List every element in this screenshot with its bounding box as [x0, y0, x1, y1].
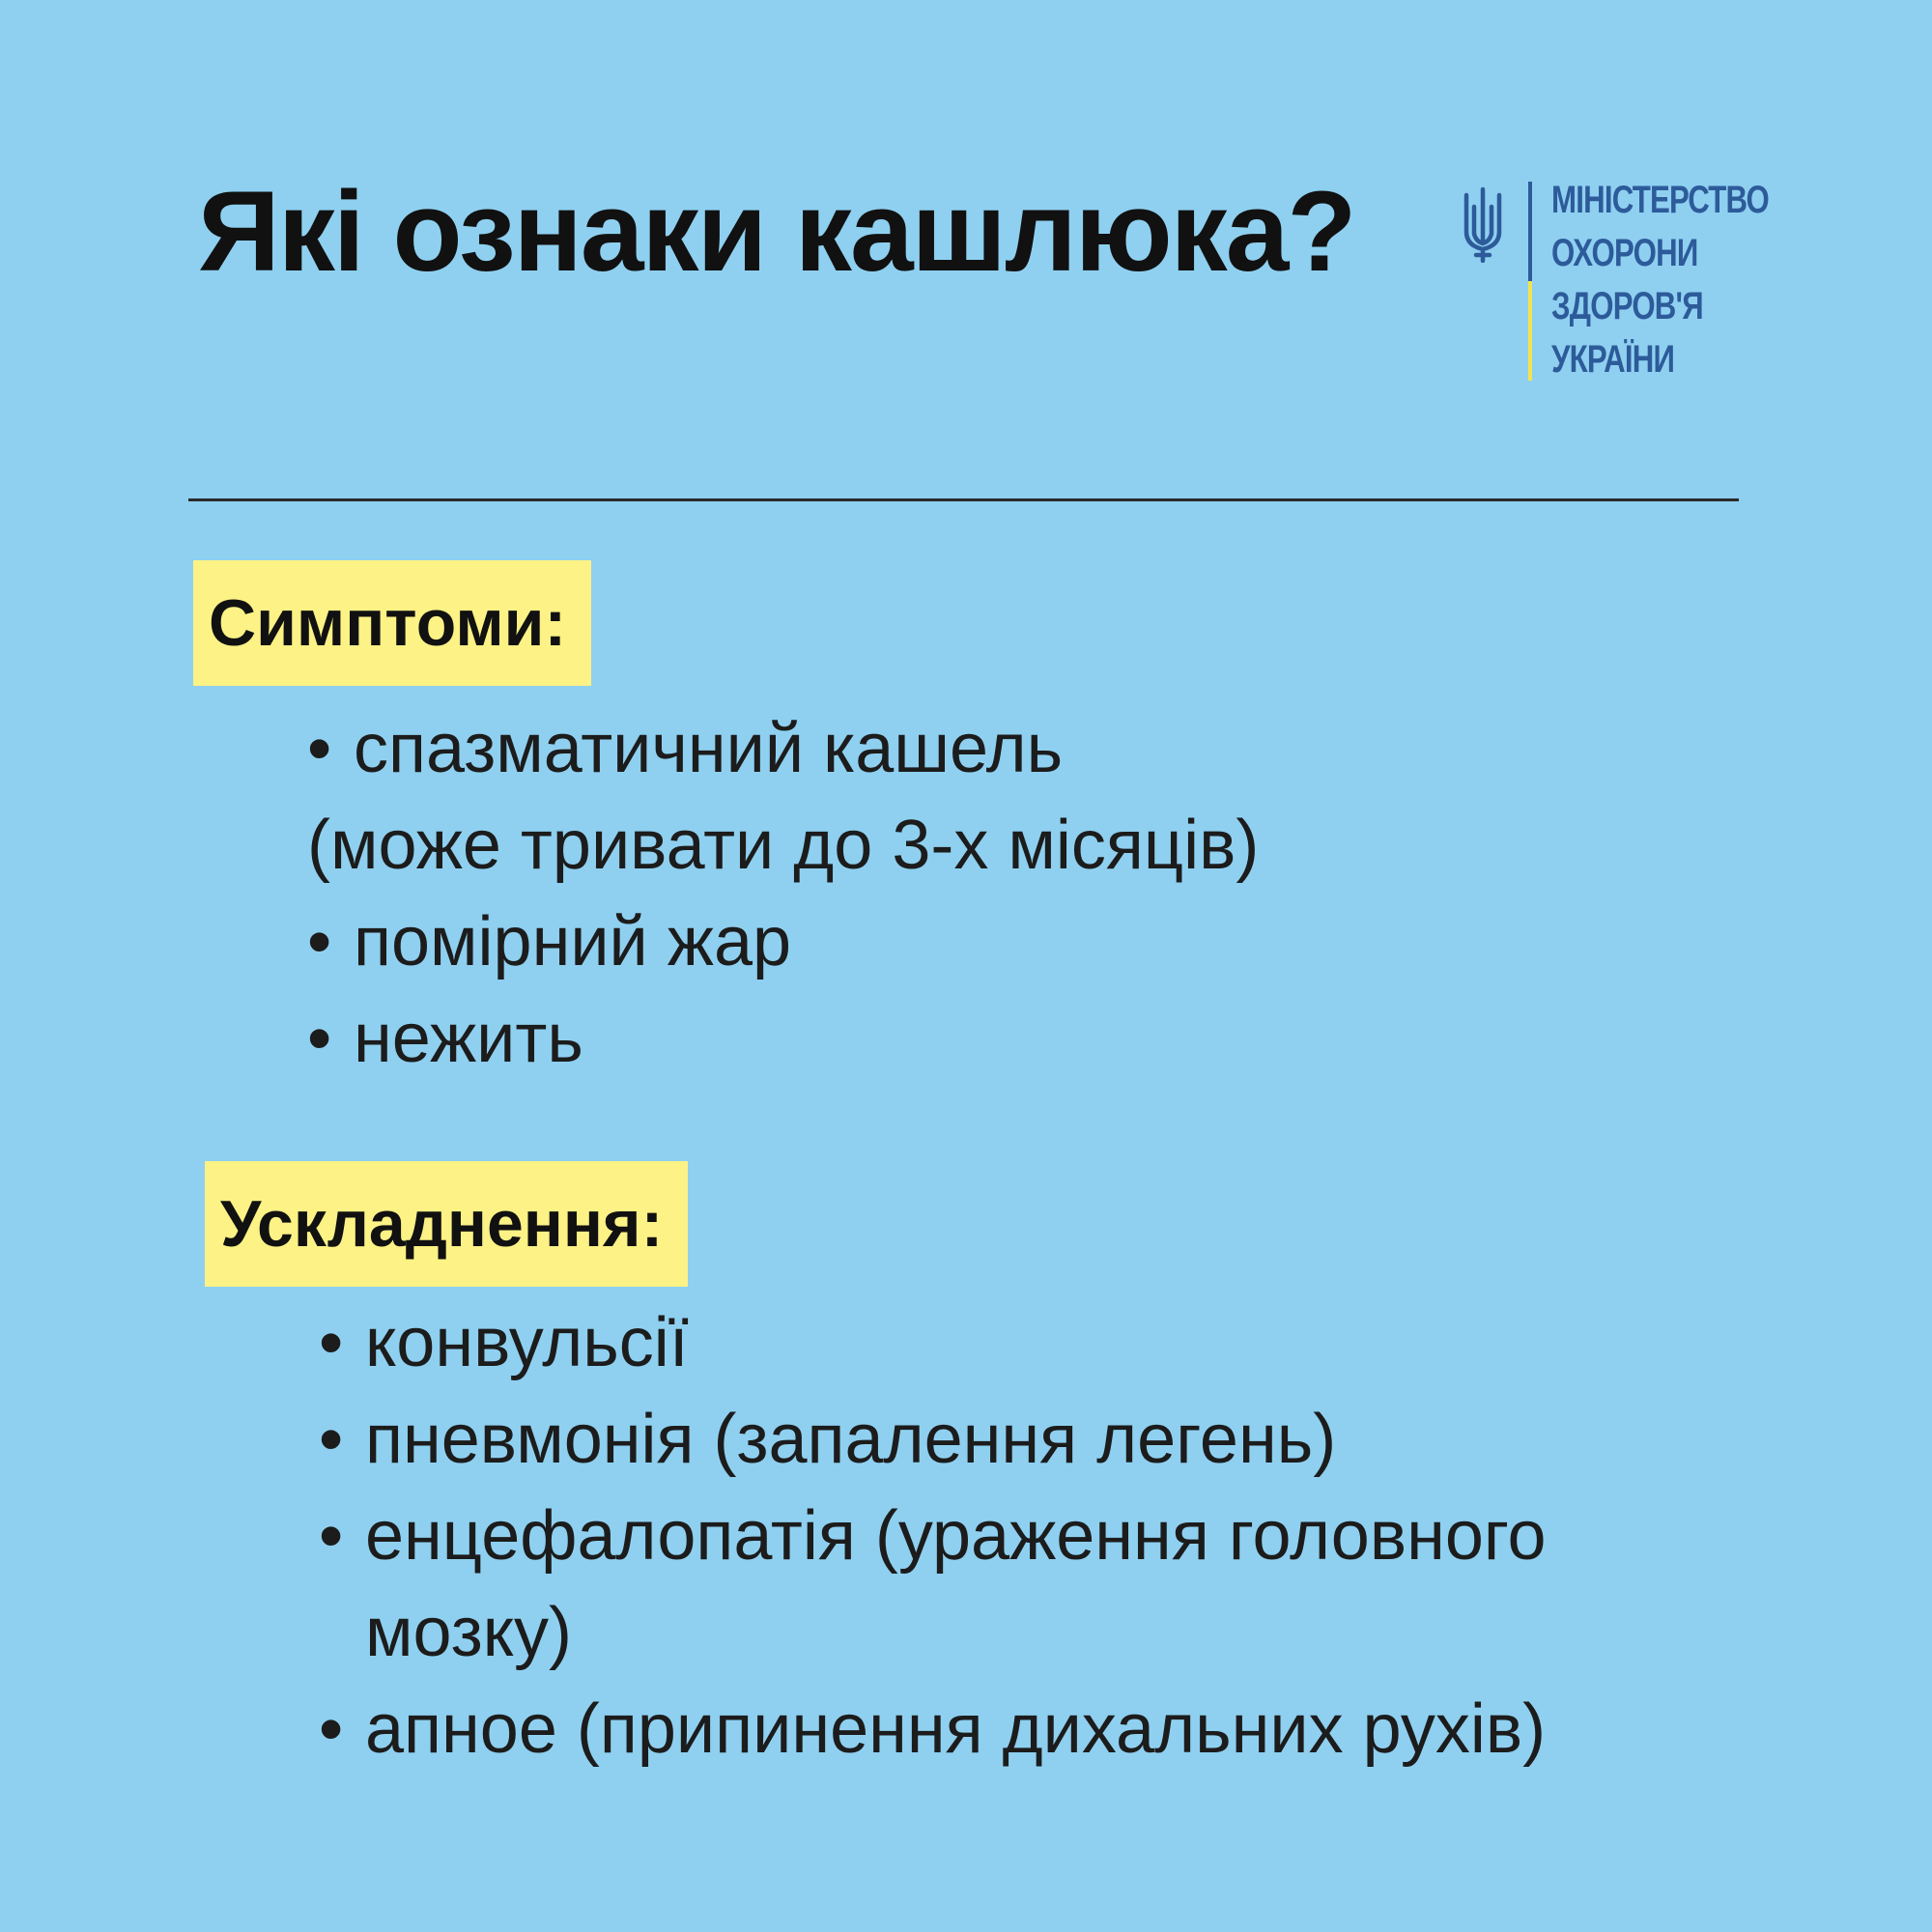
logo-text	[1551, 174, 1769, 386]
logo-line-2: ОХОРОНИ	[1551, 232, 1698, 274]
complications-list	[319, 1294, 1547, 1777]
logo-line-3: ЗДОРОВ'Я	[1551, 285, 1703, 327]
section-divider	[188, 498, 1739, 501]
list-item	[319, 1488, 1547, 1681]
list-item-text: апное (припинення дихальних рухів)	[365, 1690, 1547, 1768]
list-item-text: енцефалопатія (ураження головного	[365, 1497, 1547, 1575]
list-item-text-continued: (може тривати до 3-х місяців)	[307, 807, 1260, 884]
symptoms-list	[307, 700, 1259, 1087]
list-item	[319, 1681, 1547, 1777]
list-item	[307, 894, 1259, 990]
logo-bar-yellow	[1528, 281, 1532, 381]
bullet-icon: •	[307, 1000, 332, 1077]
bullet-icon: •	[319, 1401, 344, 1478]
list-item-text: помірний жар	[354, 903, 792, 980]
complications-heading: Ускладнення:	[205, 1161, 688, 1287]
logo-divider-bar	[1528, 182, 1532, 381]
list-item	[319, 1391, 1547, 1488]
page-title: Які ознаки кашлюка?	[198, 168, 1355, 296]
ministry-logo	[1459, 174, 1787, 386]
trident-emblem-icon	[1459, 185, 1507, 263]
list-item-text-continued: мозку)	[365, 1594, 573, 1671]
list-item	[319, 1294, 1547, 1391]
list-item-text: спазматичний кашель	[354, 710, 1064, 787]
list-item	[307, 990, 1259, 1087]
list-item-text: пневмонія (запалення легень)	[365, 1401, 1337, 1478]
logo-line-1: МІНІСТЕРСТВО	[1551, 179, 1769, 221]
symptoms-heading: Симптоми:	[193, 560, 591, 686]
list-item	[307, 700, 1259, 894]
logo-bar-blue	[1528, 182, 1532, 281]
bullet-icon: •	[307, 710, 332, 787]
logo-line-4: УКРАЇНИ	[1551, 338, 1675, 381]
bullet-icon: •	[319, 1304, 344, 1381]
list-item-text: нежить	[354, 1000, 583, 1077]
bullet-icon: •	[319, 1497, 344, 1575]
bullet-icon: •	[319, 1690, 344, 1768]
bullet-icon: •	[307, 903, 332, 980]
list-item-text: конвульсії	[365, 1304, 689, 1381]
